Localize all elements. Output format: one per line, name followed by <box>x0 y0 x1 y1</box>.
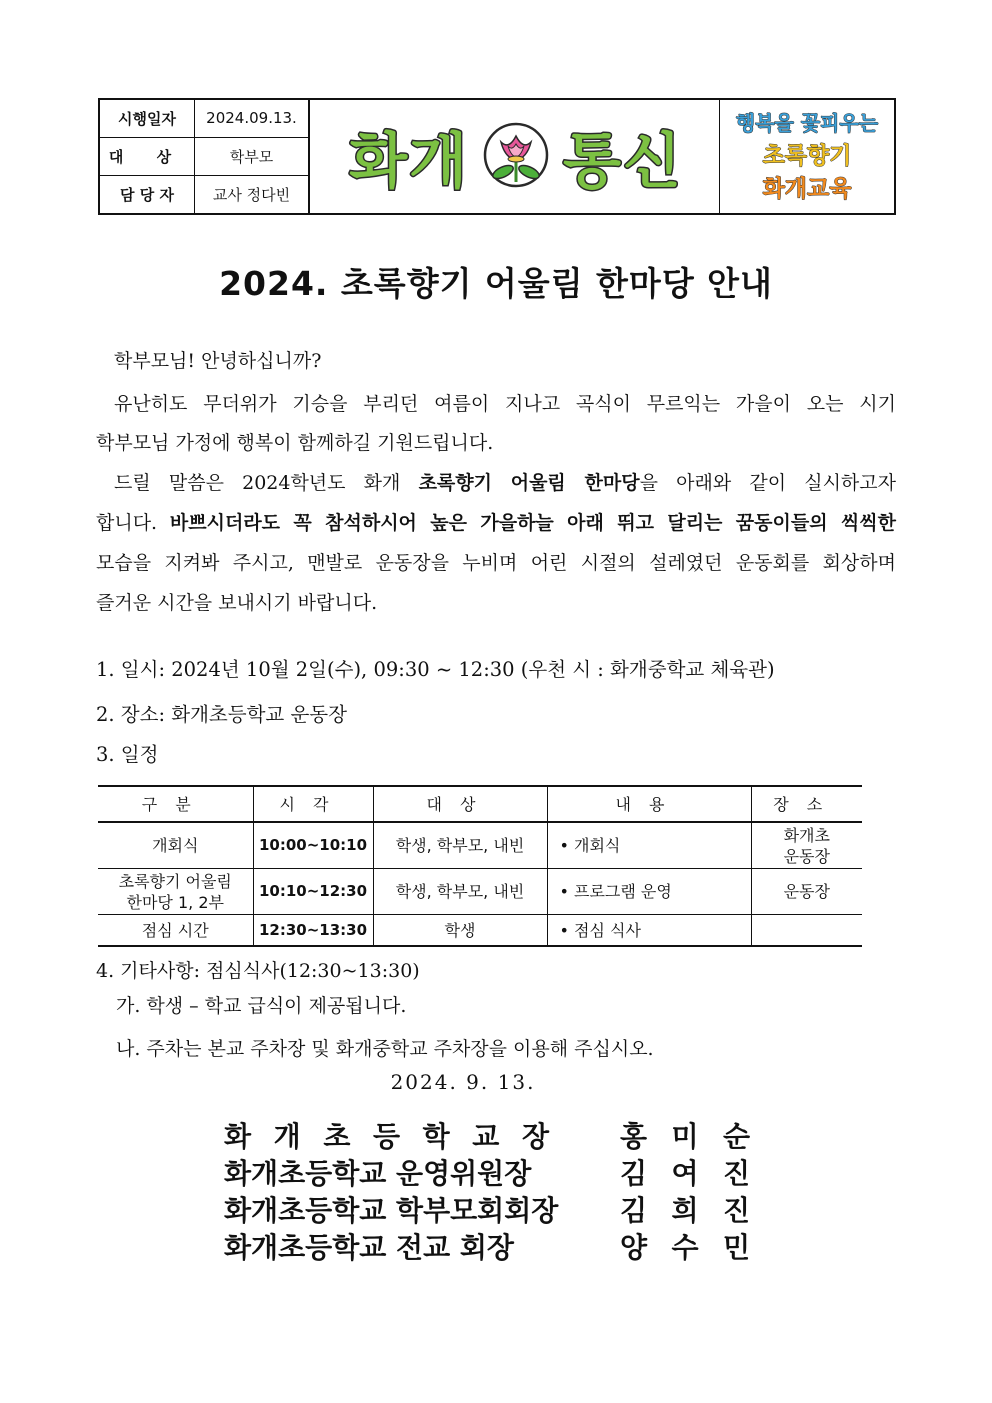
char: 학 <box>422 1120 450 1153</box>
text-run: 합니다. <box>96 512 170 534</box>
meta-row <box>100 176 309 213</box>
paragraph-line: 모습을 지켜봐 주시고, 맨발로 운동장을 누비며 어린 시절의 설레였던 운동회를 회상하며 <box>96 552 896 574</box>
paragraph-line: 즐거운 시간을 보내시기 바랍니다. <box>96 592 378 614</box>
page-title: 2024. 초록향기 어울림 한마당 안내 <box>219 264 773 303</box>
text-run: 을 아래와 같이 실시하고자 <box>639 472 896 494</box>
table-row <box>98 869 862 915</box>
signature-name <box>620 1152 750 1192</box>
paragraph-line: 유난히도 무더위가 기승을 부리던 여름이 지나고 곡식이 무르익는 가을이 오는 시기 <box>114 393 896 415</box>
text-run-bold: 바쁘시더라도 꼭 참석하시어 높은 가을하늘 아래 뛰고 달리는 꿈동이들의 씩씩한 <box>169 512 896 534</box>
column-header: 대상 <box>373 786 547 822</box>
char: 홍 <box>620 1120 648 1153</box>
cell-place <box>751 915 862 947</box>
schedule-table <box>98 785 862 947</box>
slogan-line: 초록향기 <box>762 143 852 169</box>
slogan-line: 화개교육 <box>762 176 852 202</box>
item-place: 2. 장소: 화개초등학교 운동장 <box>96 703 347 726</box>
signature-name <box>620 1226 750 1266</box>
char: 진 <box>722 1194 750 1227</box>
cell-text: 운동장 <box>783 846 830 866</box>
slogan <box>719 100 894 213</box>
char: 교 <box>472 1120 500 1153</box>
column-header: 시각 <box>253 786 373 822</box>
text-run: 드릴 말씀은 2024학년도 화개 <box>114 472 419 494</box>
cell-name <box>98 869 253 915</box>
meta-value: 2024.09.13. <box>195 100 310 137</box>
signature-org: 화개초등학교 운영위원장 <box>224 1157 532 1190</box>
masthead-title-right: 통신 <box>563 126 683 197</box>
cell-time: 12:30~13:30 <box>253 915 373 947</box>
cell-content: • 점심 식사 <box>547 915 751 947</box>
cell-text: 개회식 <box>152 836 199 855</box>
cell-content: • 프로그램 운영 <box>547 869 751 915</box>
cell-text: 한마당 1, 2부 <box>126 892 224 912</box>
paragraph-line <box>96 463 896 503</box>
cell-time: 10:00~10:10 <box>253 822 373 869</box>
cell-target: 학생, 학부모, 내빈 <box>373 869 547 915</box>
meta-value: 학부모 <box>195 137 310 175</box>
char: 양 <box>620 1231 648 1264</box>
meta-label: 시행일자 <box>100 100 195 137</box>
char: 수 <box>671 1231 699 1264</box>
meta-row <box>100 137 309 175</box>
slogan-line: 행복을 꽃피우는 <box>735 111 879 135</box>
signature-org: 화개초등학교 전교 회장 <box>224 1231 514 1264</box>
char: 장 <box>521 1120 549 1153</box>
column-header: 내용 <box>547 786 751 822</box>
cell-time: 10:10~12:30 <box>253 869 373 915</box>
masthead-title-left: 화개 <box>349 126 469 197</box>
cell-place: 운동장 <box>751 869 862 915</box>
cell-text: 초록향기 어울림 <box>118 871 232 891</box>
cell-target: 학생, 학부모, 내빈 <box>373 822 547 869</box>
meta-row <box>100 100 309 137</box>
cell-place <box>751 822 862 869</box>
char: 초 <box>323 1120 351 1153</box>
item-etc-a: 가. 학생 – 학교 급식이 제공됩니다. <box>116 995 407 1017</box>
meta-label: 대 상 <box>100 137 195 175</box>
issue-date-text: 2024. 9. 13. <box>390 1070 536 1094</box>
column-header: 구분 <box>98 786 253 822</box>
issue-date <box>0 1070 992 1094</box>
char: 순 <box>722 1120 750 1153</box>
cell-name <box>98 822 253 869</box>
paragraph-line: 학부모님 가정에 행복이 함께하길 기원드립니다. <box>96 432 494 454</box>
meta-table <box>100 100 310 213</box>
table-row <box>98 915 862 947</box>
char: 등 <box>372 1120 401 1153</box>
char: 화 <box>224 1120 252 1153</box>
char: 김 <box>620 1194 648 1227</box>
char: 김 <box>620 1157 648 1190</box>
table-header-row <box>98 786 862 822</box>
signature-name <box>620 1189 750 1229</box>
cell-target: 학생 <box>373 915 547 947</box>
text-run-bold: 초록향기 어울림 한마당 <box>418 472 640 494</box>
item-etc: 4. 기타사항: 점심식사(12:30~13:30) <box>96 960 420 982</box>
meta-value: 교사 정다빈 <box>195 176 310 213</box>
signature-name <box>620 1115 750 1155</box>
item-schedule-label: 3. 일정 <box>96 743 159 766</box>
flower-logo-icon <box>483 122 549 192</box>
cell-name: 점심 시간 <box>98 915 253 947</box>
char: 개 <box>273 1120 301 1153</box>
char: 희 <box>671 1194 699 1227</box>
newsletter-header <box>98 98 896 215</box>
char: 미 <box>671 1120 699 1153</box>
cell-text: 화개초 <box>783 825 830 845</box>
table-row <box>98 822 862 869</box>
signature-org: 화개초등학교 학부모회회장 <box>224 1194 559 1227</box>
masthead <box>310 100 722 213</box>
item-etc-b: 나. 주차는 본교 주차장 및 화개중학교 주차장을 이용해 주십시오. <box>116 1038 654 1060</box>
char: 여 <box>671 1157 699 1190</box>
signature-org <box>224 1115 549 1155</box>
column-header: 장소 <box>751 786 862 822</box>
paragraph-line <box>96 503 896 543</box>
meta-label: 담 당 자 <box>100 176 195 213</box>
cell-content: • 개회식 <box>547 822 751 869</box>
char: 진 <box>722 1157 750 1190</box>
char: 민 <box>722 1231 750 1264</box>
item-date: 1. 일시: 2024년 10월 2일(수), 09:30 ~ 12:30 (우천 시 : 화개중학교 체육관) <box>96 658 775 681</box>
greeting: 학부모님! 안녕하십니까? <box>114 350 322 372</box>
